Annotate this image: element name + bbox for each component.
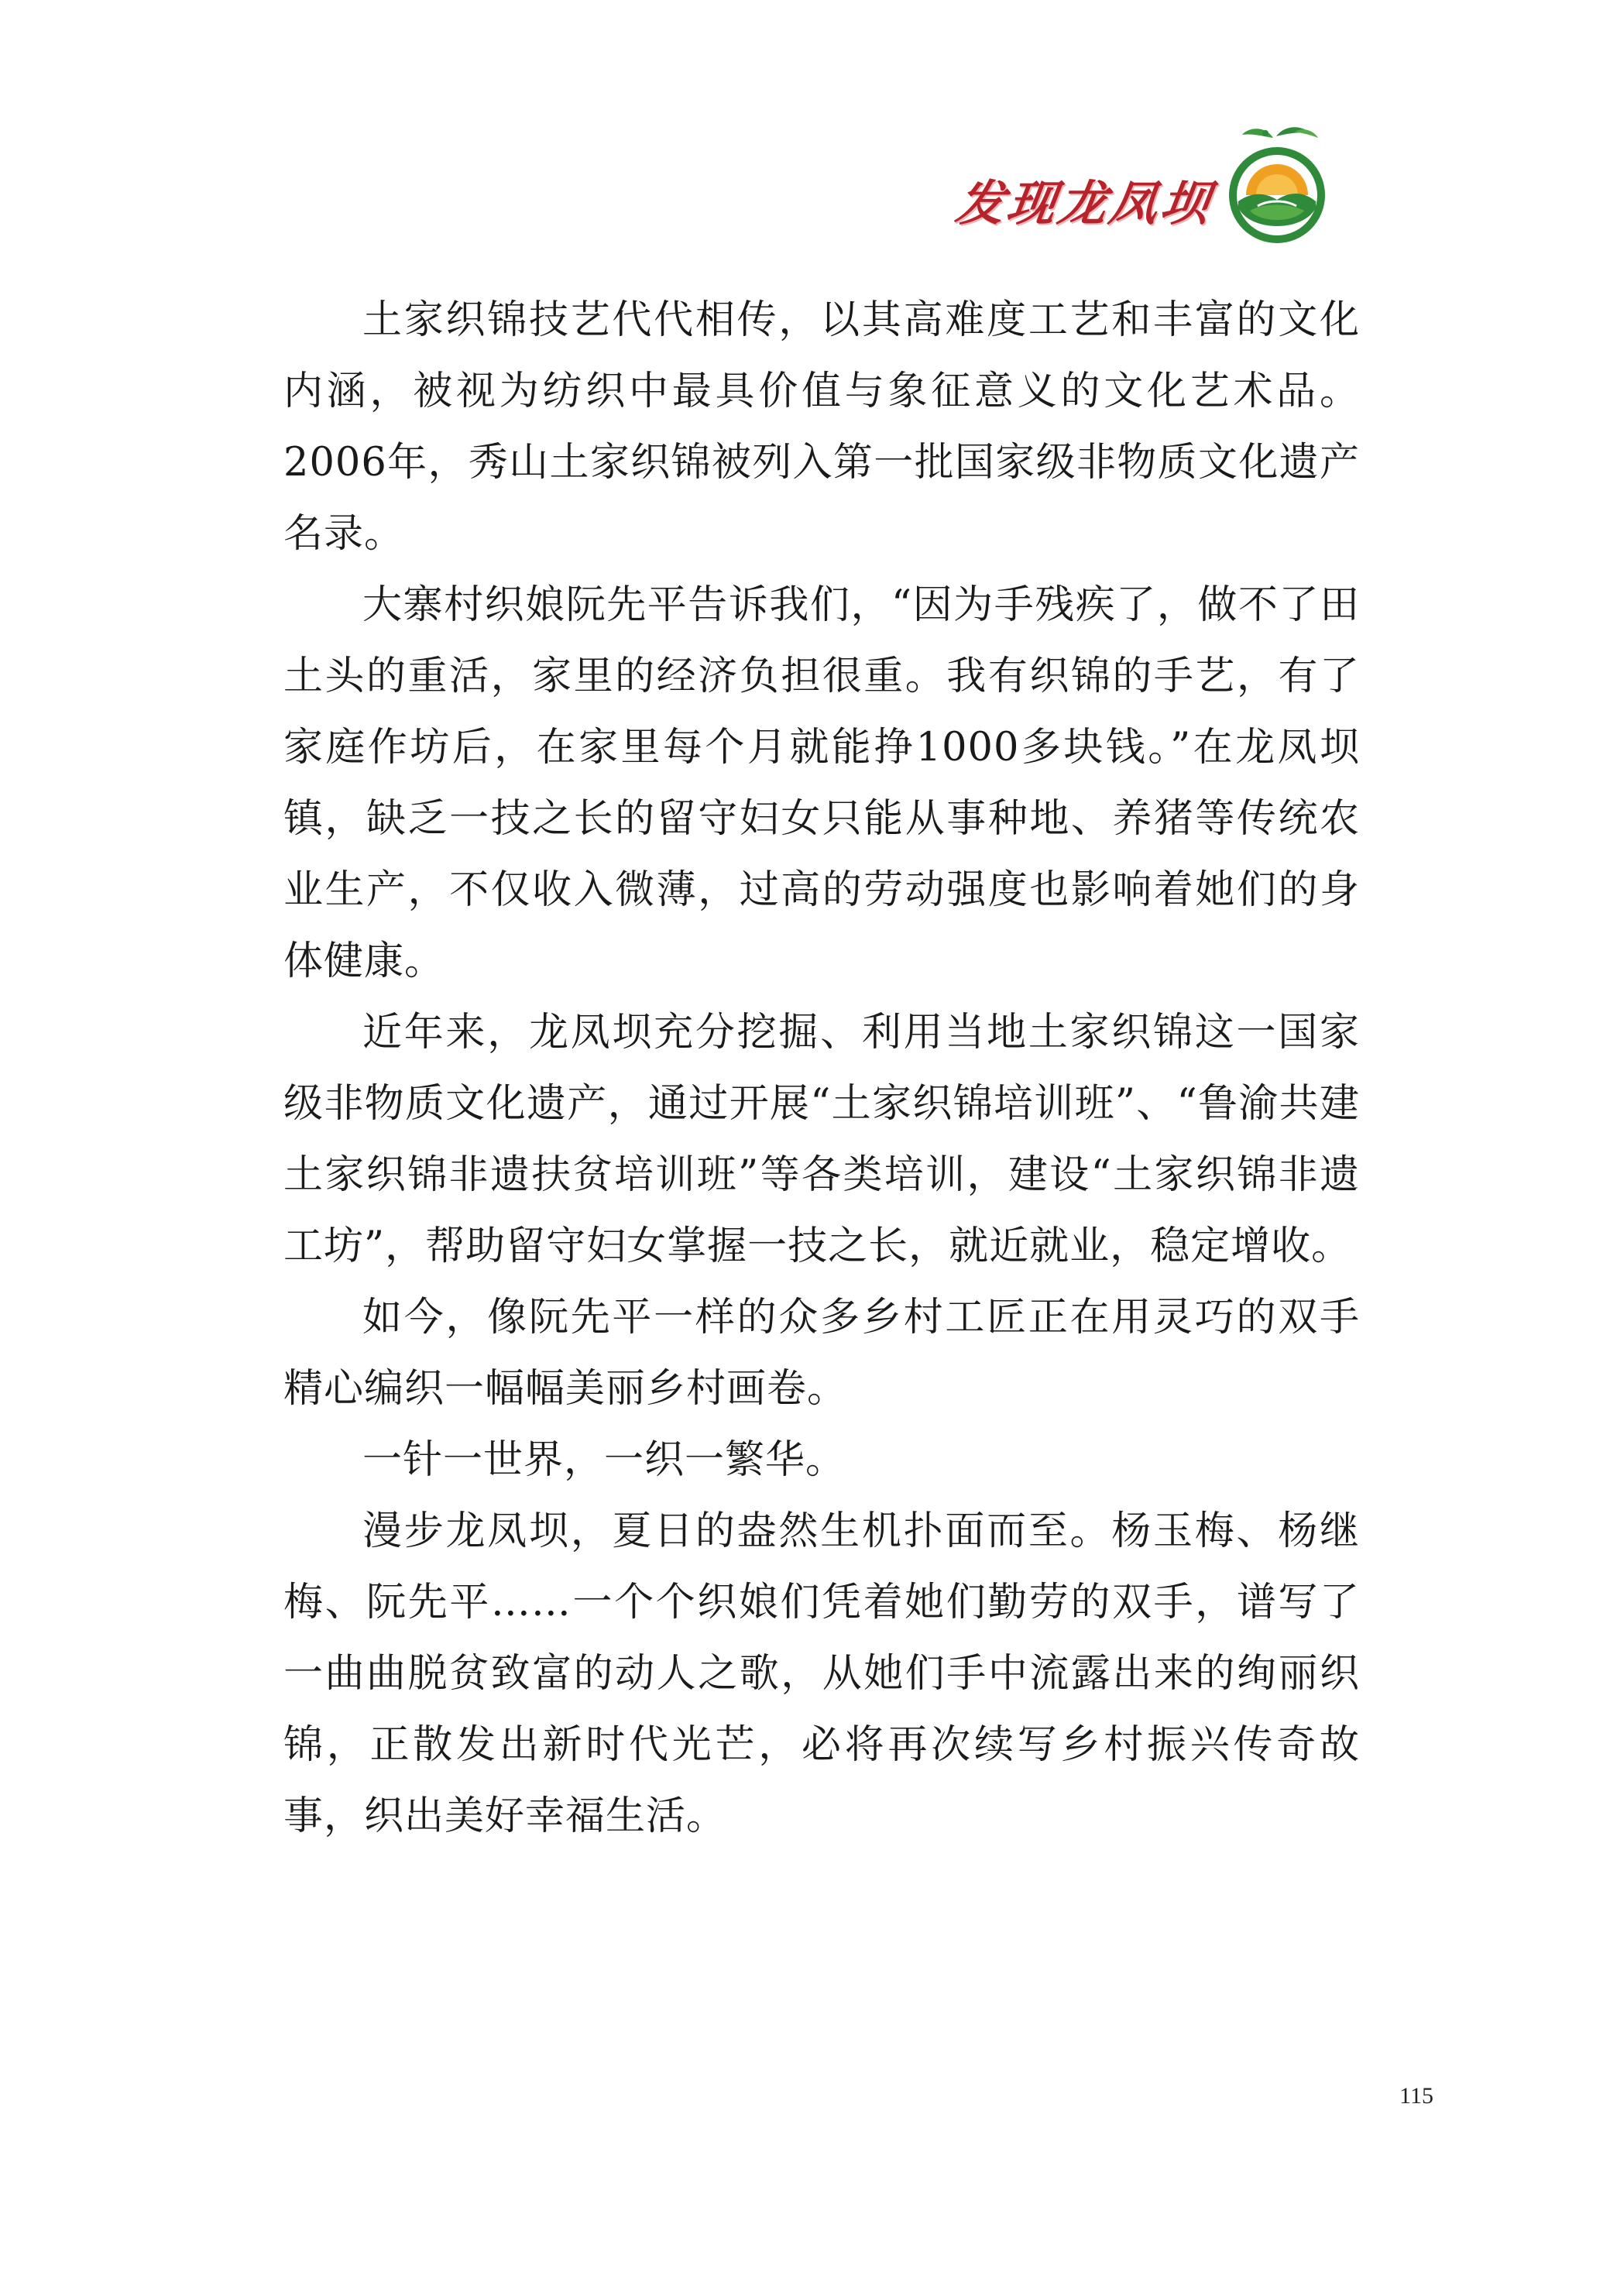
page-number: 115: [1399, 2083, 1433, 2109]
paragraph: 近年来，龙凤坝充分挖掘、利用当地土家织锦这一国家级非物质文化遗产，通过开展“土家织锦培训班”、“鲁渝共建土家织锦非遗扶贫培训班”等各类培训，建设“土家织锦非遗工坊”，帮助留守妇女掌握一技之长，就近就业，稳定增收。: [283, 1010, 1360, 1269]
header-title: 发现龙凤坝: [952, 174, 1217, 232]
page-header: [952, 124, 1335, 248]
article-body: [283, 285, 1360, 1852]
paragraph: 漫步龙凤坝，夏日的盎然生机扑面而至。杨玉梅、杨继梅、阮先平……一个个织娘们凭着她们勤劳的双手，谱写了一曲曲脱贫致富的动人之歌，从她们手中流露出来的绚丽织锦，正散发出新时代光芒，必将再次续写乡村振兴传奇故事，织出美好幸福生活。: [283, 1508, 1360, 1839]
paragraph: 一针一世界，一织一繁华。: [362, 1437, 846, 1483]
paragraph: 土家织锦技艺代代相传，以其高难度工艺和丰富的文化内涵，被视为纺织中最具价值与象征意义的文化艺术品。2006年，秀山土家织锦被列入第一批国家级非物质文化遗产名录。: [283, 297, 1360, 557]
paragraph: 大寨村织娘阮先平告诉我们，“因为手残疾了，做不了田土头的重活，家里的经济负担很重。我有织锦的手艺，有了家庭作坊后，在家里每个月就能挣1000多块钱。”在龙凤坝镇，缺乏一技之长的留守妇女只能从事种地、养猪等传统农业生产，不仅收入微薄，过高的劳动强度也影响着她们的身体健康。: [283, 582, 1360, 984]
paragraph: 如今，像阮先平一样的众多乡村工匠正在用灵巧的双手精心编织一幅幅美丽乡村画卷。: [283, 1295, 1360, 1412]
longfengba-logo-icon: [1219, 124, 1335, 248]
